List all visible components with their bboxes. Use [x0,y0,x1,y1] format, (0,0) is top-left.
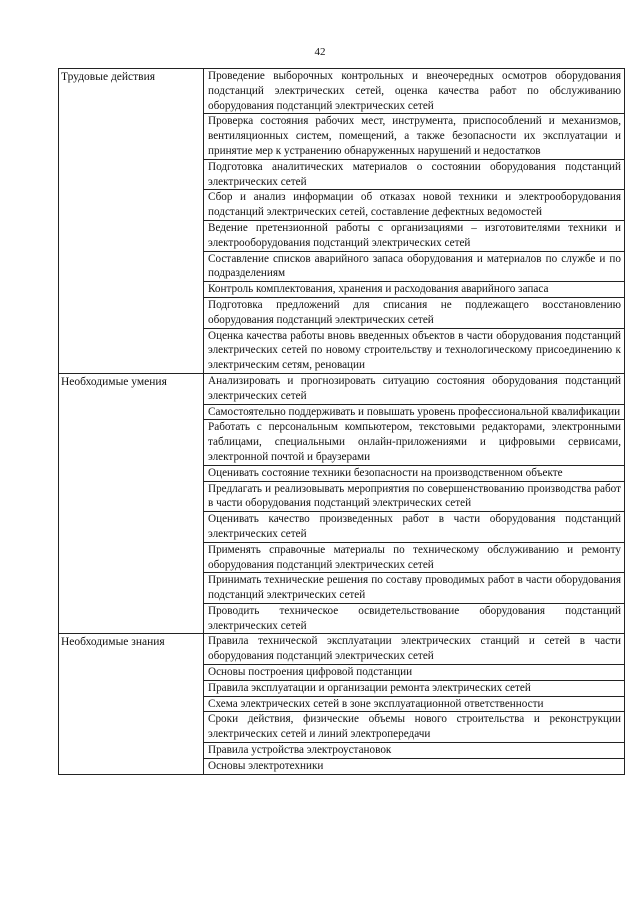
knowledge-item: Правила эксплуатации и организации ремонта электрических сетей [204,680,624,696]
skill-item: Анализировать и прогнозировать ситуацию состояния оборудования подстанций электрических сетей [208,374,621,402]
page-number: 42 [314,46,326,58]
section-label: Трудовые действия [59,69,204,374]
skill-item: Предлагать и реализовывать мероприятия по совершенствованию производства работ в части оборудования подстанций электрических сетей [204,481,624,512]
section-label: Необходимые знания [59,634,204,774]
section-items [204,69,625,374]
labor-action-item: Контроль комплектования, хранения и расходования аварийного запаса [204,281,624,297]
section-required-skills [59,373,625,634]
skill-item: Применять справочные материалы по техническому обслуживанию и ремонту оборудования подстанций электрических сетей [204,542,624,573]
labor-action-item: Подготовка предложений для списания не подлежащего восстановлению оборудования подстанций электрических сетей [204,297,624,328]
skill-item: Самостоятельно поддерживать и повышать уровень профессиональной квалификации [204,404,624,420]
knowledge-item: Основы электротехники [204,758,624,774]
knowledge-item: Схема электрических сетей в зоне эксплуатационной ответственности [204,696,624,712]
section-items [204,634,625,774]
knowledge-item: Правила устройства электроустановок [204,742,624,758]
skill-item: Оценивать состояние техники безопасности на производственном объекте [204,465,624,481]
section-required-knowledge [59,634,625,774]
labor-action-item: Подготовка аналитических материалов о состоянии оборудования подстанций электрических сетей [204,159,624,190]
section-label: Необходимые умения [59,373,204,634]
labor-action-item: Ведение претензионной работы с организациями – изготовителями техники и электрооборудования подстанций электрических сетей [204,220,624,251]
labor-action-item: Проведение выборочных контрольных и внеочередных осмотров оборудования подстанций электрических сетей, оценка качества работ по обслуживанию оборудования подстанций электрических сетей [208,70,621,112]
skill-item: Проводить техническое освидетельствование оборудования подстанций электрических сетей [204,603,624,634]
knowledge-item: Правила технической эксплуатации электрических станций и сетей в части оборудования подстанций электрических сетей [208,635,621,663]
section-labor-actions [59,69,625,374]
labor-action-item: Составление списков аварийного запаса оборудования и материалов по службе и по подразделениям [204,251,624,282]
skill-item: Оценивать качество произведенных работ в части оборудования подстанций электрических сетей [204,511,624,542]
labor-action-item: Оценка качества работы вновь введенных объектов в части оборудования подстанций электрических сетей по новому строительству и технологическому присоединению к электрическим сетям, реновации [204,328,624,373]
knowledge-item: Основы построения цифровой подстанции [204,664,624,680]
section-items [204,373,625,634]
skill-item: Работать с персональным компьютером, текстовыми редакторами, электронными таблицами, специальными онлайн-приложениями и цифровыми сервисами, электронной почтой и браузерами [204,419,624,464]
competency-table [58,68,625,775]
skill-item: Принимать технические решения по составу проводимых работ в части оборудования подстанций электрических сетей [204,572,624,603]
labor-action-item: Сбор и анализ информации об отказах новой техники и электрооборудования подстанций электрических сетей, составление дефектных ведомостей [204,189,624,220]
labor-action-item: Проверка состояния рабочих мест, инструмента, приспособлений и механизмов, вентиляционных систем, помещений, а также безопасности их эксплуатации и принятие мер к устранению обнаруженных нарушений и недостатков [204,113,624,158]
knowledge-item: Сроки действия, физические объемы нового строительства и реконструкции электрических сетей и линий электропередачи [204,711,624,742]
